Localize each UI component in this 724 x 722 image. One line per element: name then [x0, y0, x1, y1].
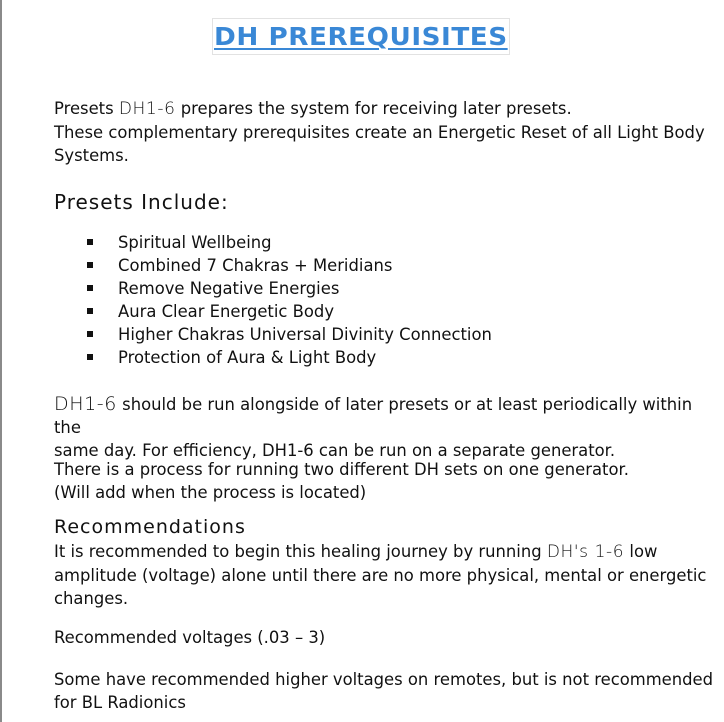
bullet-square-icon — [87, 331, 93, 337]
run-note-preset-code: DH1-6 — [54, 393, 117, 415]
recommended-voltages: Recommended voltages (.03 – 3) — [54, 628, 326, 647]
list-item: Spiritual Wellbeing — [60, 231, 492, 254]
page-title: DH PREREQUISITES — [214, 22, 508, 51]
intro-preset-code: DH1-6 — [118, 99, 176, 119]
run-note-line1: should be run alongside of later presets or at least periodically within the — [54, 395, 693, 437]
run-note-line2: same day. For efficiency, DH1-6 can be run on a separate generator. — [54, 441, 616, 460]
list-item: Higher Chakras Universal Divinity Connection — [60, 323, 492, 346]
list-item: Aura Clear Energetic Body — [60, 300, 492, 323]
recommendations-line1-post: low — [624, 542, 658, 561]
recommendations-preset-code: DH's 1-6 — [546, 542, 625, 562]
list-item: Combined 7 Chakras + Meridians — [60, 254, 492, 277]
intro-line2: These complementary prerequisites create an Energetic Reset of all Light Body — [54, 123, 705, 142]
recommendations-paragraph — [54, 540, 706, 610]
presets-heading: Presets Include: — [54, 190, 229, 214]
run-note-paragraph — [54, 393, 724, 462]
bullet-square-icon — [87, 308, 93, 314]
process-note-line1: There is a process for running two different DH sets on one generator. — [54, 460, 629, 479]
title-banner — [212, 18, 510, 55]
intro-line3: Systems. — [54, 146, 129, 165]
recommendations-line3: changes. — [54, 589, 129, 608]
bullet-square-icon — [87, 262, 93, 268]
list-item: Remove Negative Energies — [60, 277, 492, 300]
recommendations-line2: amplitude (voltage) alone until there are no more physical, mental or energetic — [54, 566, 707, 585]
intro-line1-post: prepares the system for receiving later presets. — [175, 99, 572, 118]
intro-line1-pre: Presets — [54, 99, 119, 118]
bullet-square-icon — [87, 239, 93, 245]
process-note-paragraph — [54, 458, 629, 504]
bullet-square-icon — [87, 285, 93, 291]
remote-voltage-note — [54, 668, 713, 714]
list-item: Protection of Aura & Light Body — [60, 346, 492, 369]
recommendations-line1-pre: It is recommended to begin this healing journey by running — [54, 542, 547, 561]
remote-note-line2: for BL Radionics — [54, 693, 186, 712]
intro-paragraph — [54, 97, 705, 167]
presets-list — [54, 231, 492, 369]
remote-note-line1: Some have recommended higher voltages on remotes, but is not recommended — [54, 670, 714, 689]
recommendations-heading: Recommendations — [54, 516, 246, 538]
process-note-line2: (Will add when the process is located) — [54, 483, 367, 502]
bullet-square-icon — [87, 354, 93, 360]
page-edge-rule — [0, 0, 2, 722]
